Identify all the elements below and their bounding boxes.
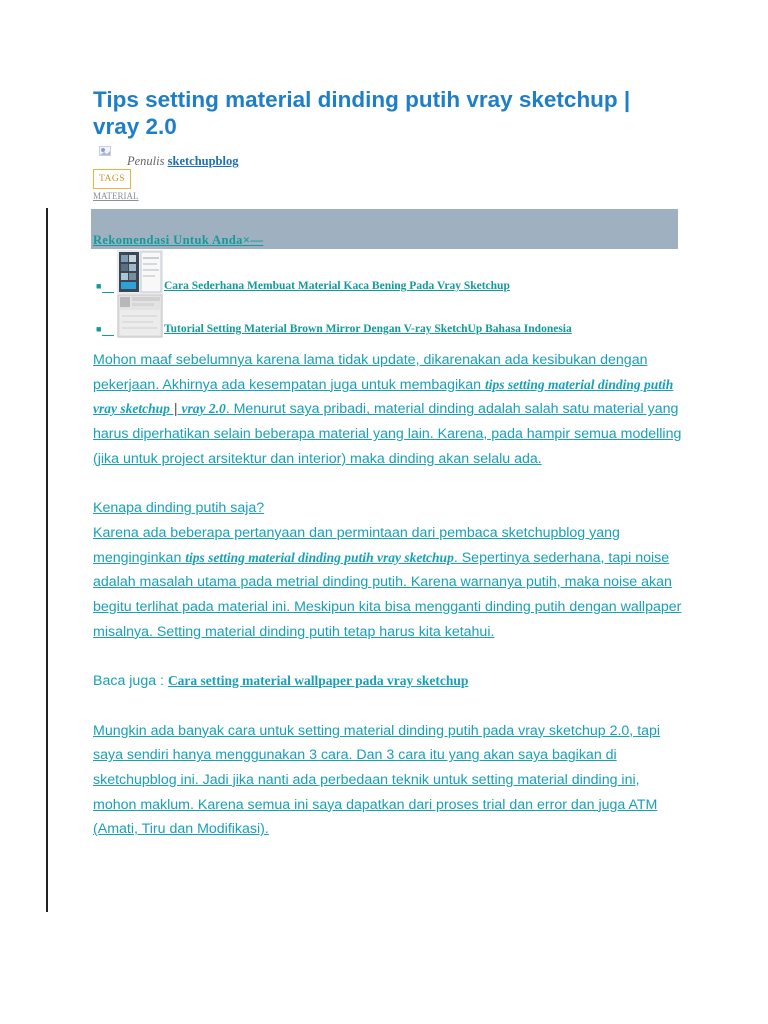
- bullet-icon: ■: [96, 324, 102, 334]
- recommendation-link[interactable]: Cara Sederhana Membuat Material Kaca Bening Pada Vray Sketchup: [164, 280, 510, 292]
- paragraph-text: Mohon maaf sebelumnya karena lama tidak update, dikarenakan ada kesibukan dengan pekerjaan. Akhirnya ada kesempatan juga untuk membagikan: [93, 352, 648, 393]
- tags-badge: TAGS: [93, 169, 131, 189]
- paragraph-gap: [93, 644, 683, 669]
- thumbnail-image[interactable]: [117, 294, 163, 338]
- author-link[interactable]: sketchupblog: [167, 154, 239, 168]
- recommendation-link[interactable]: Tutorial Setting Material Brown Mirror Dengan V-ray SketchUp Bahasa Indonesia: [164, 323, 572, 335]
- emphasis-text: vray 2.0: [181, 401, 226, 417]
- tag-link-material[interactable]: MATERIAL: [93, 191, 139, 201]
- recommendation-title-text: Rekomendasi Untuk Anda: [93, 233, 243, 247]
- read-also-line: [93, 669, 683, 694]
- paragraph-answer: [93, 521, 683, 645]
- page-title: Tips setting material dinding putih vray sketchup | vray 2.0: [93, 87, 631, 139]
- paragraph-text: . Sepertinya sederhana, tapi noise adalah masalah utama pada metrial dinding putih. Karena warnanya putih, maka noise akan begitu terlihat pada material ini. Meskipun kita bisa mengganti dinding putih dengan wallpaper misalnya. Setting material dinding putih tetap harus kita ketahui.: [93, 549, 682, 640]
- author-label: Penulis: [127, 154, 165, 168]
- paragraph-methods: Mungkin ada banyak cara untuk setting material dinding putih pada vray sketchup 2.0, tapi saya sendiri hanya menggunakan 3 cara. Dan 3 cara itu yang akan saya bagikan di sketchupblog ini. Jadi jika nanti ada perbedaan teknik untuk setting material dinding ini, mohon maklum. Karena semua ini saya dapatkan dari proses trial dan error dan juga ATM (Amati, Tiru dan Modifikasi).: [93, 722, 661, 838]
- link-underline: [102, 292, 114, 293]
- link-underline: [102, 335, 114, 336]
- close-icon[interactable]: ×: [242, 233, 251, 247]
- thumbnail-image[interactable]: [117, 250, 163, 294]
- article-body: [93, 348, 683, 842]
- separator-text: |: [169, 401, 182, 418]
- recommendation-title: [93, 233, 263, 248]
- paragraph-gap: [93, 694, 683, 719]
- recommendation-item[interactable]: [96, 250, 676, 294]
- recommendation-item[interactable]: [96, 294, 676, 338]
- author-avatar-icon: [99, 146, 111, 156]
- emphasis-text: tips setting material dinding putih vray sketchup: [93, 376, 674, 417]
- left-border-line: [46, 208, 48, 912]
- emphasis-text: tips setting material dinding putih vray sketchup: [185, 549, 454, 565]
- author-line: [127, 154, 238, 169]
- paragraph-gap: [93, 472, 683, 497]
- read-also-label: Baca juga :: [93, 673, 168, 690]
- minimize-icon[interactable]: —: [250, 233, 264, 247]
- bullet-icon: ■: [96, 281, 102, 291]
- read-also-link[interactable]: Cara setting material wallpaper pada vray sketchup: [167, 673, 469, 689]
- paragraph-intro: [93, 348, 683, 472]
- paragraph-text: Karena ada beberapa pertanyaan dan permintaan dari pembaca sketchupblog yang menginginkan: [93, 524, 620, 566]
- paragraph-text: . Menurut saya pribadi, material dinding adalah salah satu material yang harus diperhatikan selain beberapa material yang lain. Karena, pada hampir semua modelling (jika untuk project arsitektur dan interior) maka dinding akan selalu ada.: [93, 401, 682, 467]
- question-heading: Kenapa dinding putih saja?: [93, 500, 265, 517]
